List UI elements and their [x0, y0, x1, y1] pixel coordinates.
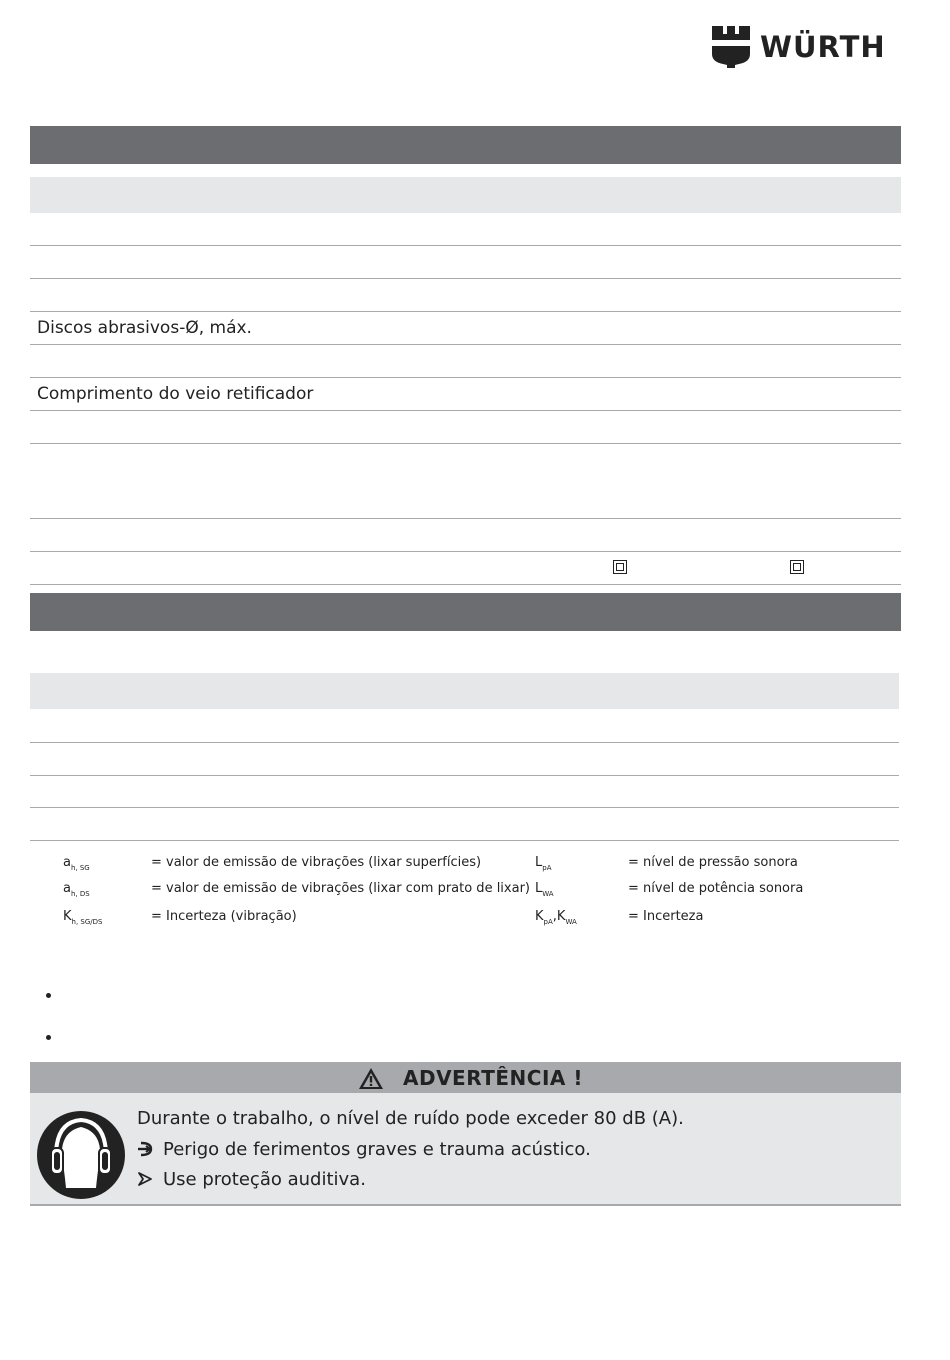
row-divider [30, 742, 899, 743]
legend-description: = Incerteza (vibração) [151, 909, 297, 924]
legend-symbol: $L_{pA}$ [535, 855, 552, 872]
warning-consequence-text: Perigo de ferimentos graves e trauma acústico. [163, 1139, 591, 1160]
row-divider [30, 311, 901, 312]
warning-message: Durante o trabalho, o nível de ruído pode exceder 80 dB (A). [137, 1108, 684, 1129]
wurth-logo [712, 26, 902, 68]
arrow-result-icon [137, 1139, 163, 1161]
row-divider [30, 410, 901, 411]
row-divider [30, 443, 901, 444]
row-divider [30, 840, 899, 841]
legend-description: = nível de pressão sonora [628, 855, 798, 870]
row-divider [30, 775, 899, 776]
warning-action [137, 1169, 366, 1191]
legend-description: = valor de emissão de vibrações (lixar superfícies) [151, 855, 482, 870]
row-label-disc-diameter: Discos abrasivos-Ø, máx. [37, 318, 252, 338]
row-divider [30, 518, 901, 519]
warning-triangle-icon [358, 1067, 384, 1090]
section-header-bar [30, 126, 901, 164]
table-header-row [30, 177, 901, 213]
wurth-logo-mark [712, 26, 750, 68]
protection-class-ii-icon [790, 560, 804, 574]
legend-description: = valor de emissão de vibrações (lixar com prato de lixar) [151, 881, 530, 896]
warning-title: ADVERTÊNCIA ! [403, 1066, 583, 1090]
legend-description: = nível de potência sonora [628, 881, 804, 896]
table-header-row [30, 673, 899, 709]
warning-consequence [137, 1139, 591, 1161]
legend-symbol: $a_{h, SG}$ [63, 855, 90, 872]
section-header-bar [30, 593, 901, 631]
row-divider [30, 344, 901, 345]
protection-class-ii-icon [613, 560, 627, 574]
warning-action-text: Use proteção auditiva. [163, 1169, 366, 1190]
bullet-point [46, 993, 51, 998]
arrowhead-action-icon [137, 1169, 163, 1191]
legend-symbol: $K_{h, SG/DS}$ [63, 909, 103, 926]
row-label-shaft-length: Comprimento do veio retificador [37, 384, 314, 404]
legend-symbol: $L_{WA}$ [535, 881, 554, 898]
row-divider [30, 807, 899, 808]
row-divider [30, 584, 901, 585]
row-divider [30, 551, 901, 552]
row-divider [30, 278, 901, 279]
row-divider [30, 377, 901, 378]
brand-name: WÜRTH [760, 30, 886, 64]
legend-description: = Incerteza [628, 909, 704, 924]
bullet-point [46, 1035, 51, 1040]
hearing-protection-icon [36, 1110, 126, 1200]
legend-symbol: $a_{h, DS}$ [63, 881, 90, 898]
legend-symbol: $K_{pA},K_{WA}$ [535, 909, 577, 926]
row-divider [30, 245, 901, 246]
